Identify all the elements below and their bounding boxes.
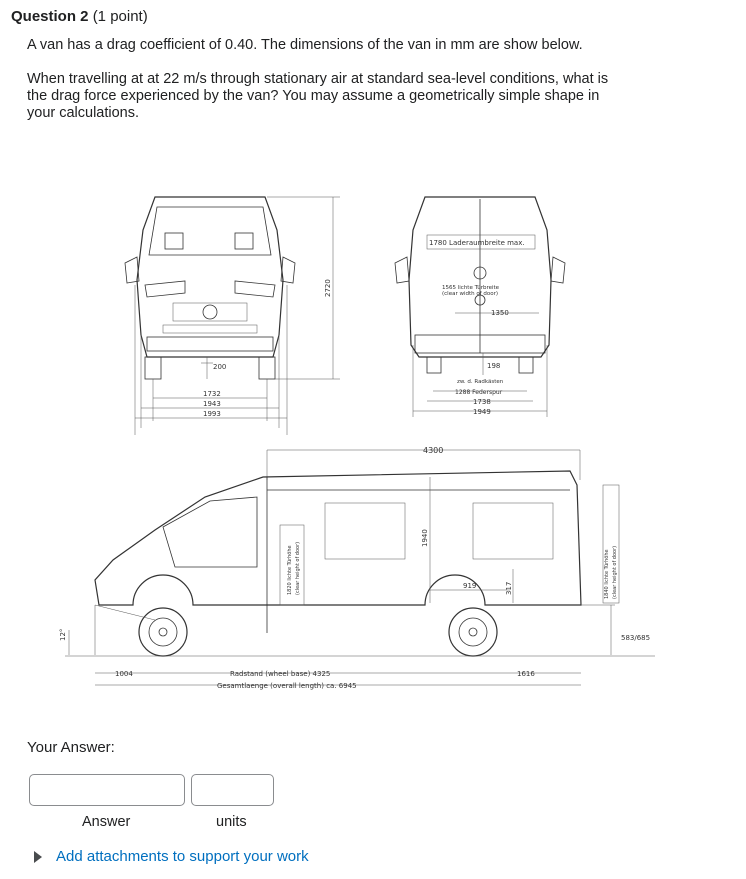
dim-side-door-en: (clear height of door) (295, 541, 301, 595)
dim-side-door: 1820 lichte Türhöhe (287, 545, 293, 595)
answer-field-label: Answer (82, 814, 131, 830)
question-header (11, 8, 148, 25)
side-view (59, 446, 655, 690)
dim-1940: 1940 (421, 529, 429, 547)
question-paragraph: A van has a drag coefficient of 0.40. The dimensions of the van in mm are show below. (27, 37, 583, 53)
add-attachments-link[interactable] (34, 848, 309, 865)
van-drawing-svg (55, 185, 665, 715)
dim-1004: 1004 (115, 670, 133, 678)
rear-view (395, 197, 565, 417)
dim-overall-length: Gesamtlaenge (overall length) ca. 6945 (217, 682, 357, 690)
question-body (27, 37, 617, 139)
dim-between-arches: zw. d. Radkästen (457, 379, 504, 385)
dim-919: 919 (463, 582, 477, 590)
dim-1949: 1949 (473, 408, 491, 416)
dim-1738: 1738 (473, 398, 491, 406)
dim-rear-door-en: (clear height of door) (612, 545, 618, 599)
dim-cargo-width: 1780 Laderaumbreite max. (429, 239, 525, 247)
answer-input[interactable] (29, 774, 185, 806)
add-attachments-label[interactable]: Add attachments to support your work (56, 848, 309, 865)
expand-triangle-icon[interactable] (34, 851, 42, 863)
dim-1732: 1732 (203, 390, 221, 398)
dim-angle: 12° (59, 628, 67, 641)
dim-rear-door: 1840 lichte Türhöhe (604, 549, 610, 599)
units-input[interactable] (191, 774, 274, 806)
dim-door-width: 1565 lichte Türbreite (442, 285, 500, 291)
dim-spring-track: 1288 Federspur (455, 389, 503, 396)
question-paragraph: When travelling at at 22 m/s through stationary air at standard sea-level conditions, what is the drag force experienced by the van? You may assume a geometrically simple shape in your calculations. (27, 71, 609, 121)
dim-1616: 1616 (517, 670, 535, 678)
dim-4300: 4300 (423, 446, 444, 455)
dim-2720: 2720 (324, 279, 332, 297)
dim-583-685: 583/685 (621, 634, 651, 642)
units-field-label: units (216, 814, 247, 830)
van-dimension-drawing (55, 185, 665, 715)
question-points: (1 point) (92, 8, 148, 25)
dim-317: 317 (505, 581, 513, 595)
question-title: Question 2 (11, 8, 89, 25)
dim-wheelbase: Radstand (wheel base) 4325 (230, 670, 331, 678)
dim-1350: 1350 (491, 309, 509, 317)
dim-1943: 1943 (203, 400, 221, 408)
your-answer-label: Your Answer: (27, 739, 115, 756)
dim-door-width-en: (clear width of door) (442, 291, 499, 297)
dim-200: 200 (213, 363, 227, 371)
dim-1993: 1993 (203, 410, 221, 418)
dim-198: 198 (487, 362, 501, 370)
front-view (125, 197, 340, 435)
